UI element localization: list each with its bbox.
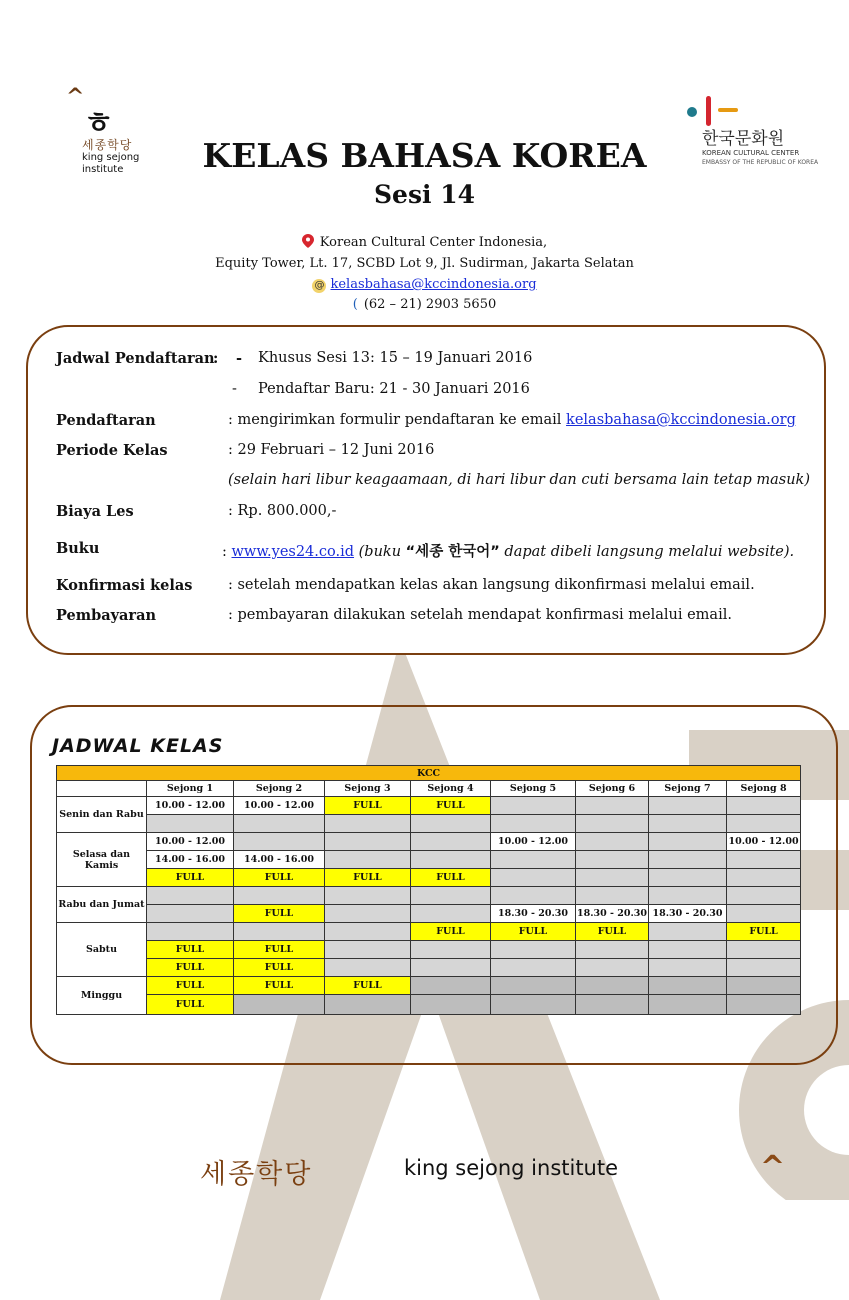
pendaftaran-value — [228, 412, 796, 428]
table-row — [57, 923, 801, 941]
venue-line — [0, 234, 849, 250]
full-cell: FULL — [234, 905, 325, 923]
time-cell: 14.00 - 16.00 — [147, 851, 234, 869]
kcc-logo-name: 한국문화원 — [702, 129, 785, 149]
corner-cell — [57, 781, 147, 797]
registration-info-box — [26, 325, 826, 655]
empty-cell — [727, 851, 801, 869]
table-row — [57, 833, 801, 851]
full-cell: FULL — [234, 977, 325, 995]
buku-value — [222, 540, 794, 561]
pembayaran-label: Pembayaran — [56, 607, 157, 624]
address-line: Equity Tower, Lt. 17, SCBD Lot 9, Jl. Sudirman, Jakarta Selatan — [215, 256, 634, 271]
table-row — [57, 797, 801, 815]
empty-cell — [491, 995, 576, 1015]
jadwal-dash-2: - — [232, 381, 237, 397]
jadwal-colon: : — [213, 350, 219, 367]
empty-cell — [234, 833, 325, 851]
full-cell: FULL — [147, 869, 234, 887]
empty-cell — [576, 815, 649, 833]
empty-cell — [576, 887, 649, 905]
logo-caret-mark: ^ — [66, 84, 85, 110]
time-cell: 18.30 - 20.30 — [491, 905, 576, 923]
empty-cell — [727, 941, 801, 959]
logo-text-line2: institute — [82, 164, 124, 175]
email-line — [0, 277, 849, 293]
schedule-title: JADWAL KELAS — [52, 735, 224, 757]
empty-cell — [649, 887, 727, 905]
full-cell: FULL — [147, 977, 234, 995]
full-cell: FULL — [325, 977, 411, 995]
footer-hangul: 세종학당 — [200, 1159, 313, 1190]
empty-cell — [325, 995, 411, 1015]
empty-cell — [147, 887, 234, 905]
pendaftaran-text: : mengirimkan formulir pendaftaran ke email — [228, 412, 562, 428]
footer-brand — [200, 1152, 660, 1192]
full-cell: FULL — [325, 869, 411, 887]
konfirmasi-label: Konfirmasi kelas — [56, 577, 193, 594]
jadwal-dash-1: - — [236, 350, 243, 367]
empty-cell — [727, 995, 801, 1015]
buku-title: “세종 한국어” — [405, 544, 500, 560]
buku-label: Buku — [56, 540, 100, 557]
empty-cell — [411, 941, 491, 959]
empty-cell — [411, 959, 491, 977]
yes24-link[interactable]: www.yes24.co.id — [231, 544, 355, 560]
table-row — [57, 815, 801, 833]
jadwal-text-1: Khusus Sesi 13: 15 – 19 Januari 2016 — [258, 350, 533, 366]
full-cell: FULL — [727, 923, 801, 941]
full-cell: FULL — [147, 995, 234, 1015]
column-header: Sejong 2 — [234, 781, 325, 797]
location-header: KCC — [57, 766, 801, 781]
column-header: Sejong 1 — [147, 781, 234, 797]
empty-cell — [411, 851, 491, 869]
empty-cell — [234, 995, 325, 1015]
empty-cell — [649, 977, 727, 995]
empty-cell — [649, 815, 727, 833]
full-cell: FULL — [491, 923, 576, 941]
empty-cell — [727, 887, 801, 905]
column-header: Sejong 4 — [411, 781, 491, 797]
empty-cell — [649, 941, 727, 959]
full-cell: FULL — [325, 797, 411, 815]
logo-text-line1: king sejong — [82, 152, 140, 163]
page-title: KELAS BAHASA KOREA — [202, 136, 647, 175]
empty-cell — [411, 995, 491, 1015]
table-row — [57, 995, 801, 1015]
empty-cell — [491, 851, 576, 869]
empty-cell — [491, 941, 576, 959]
empty-cell — [325, 941, 411, 959]
table-row — [57, 959, 801, 977]
day-label: Rabu dan Jumat — [57, 887, 147, 923]
empty-cell — [325, 815, 411, 833]
day-label: Senin dan Rabu — [57, 797, 147, 833]
empty-cell — [411, 887, 491, 905]
empty-cell — [727, 869, 801, 887]
buku-note-c: dapat dibeli langsung melalui website). — [504, 544, 795, 560]
periode-note: (selain hari libur keagaamaan, di hari libur dan cuti bersama lain tetap masuk) — [228, 472, 810, 488]
empty-cell — [325, 905, 411, 923]
empty-cell — [411, 833, 491, 851]
email-icon: @ — [314, 280, 325, 291]
empty-cell — [576, 797, 649, 815]
full-cell: FULL — [411, 797, 491, 815]
empty-cell — [234, 815, 325, 833]
empty-cell — [491, 815, 576, 833]
column-header: Sejong 7 — [649, 781, 727, 797]
table-row — [57, 977, 801, 995]
time-cell: 10.00 - 12.00 — [147, 833, 234, 851]
full-cell: FULL — [147, 959, 234, 977]
empty-cell — [649, 851, 727, 869]
table-row — [57, 941, 801, 959]
empty-cell — [411, 905, 491, 923]
table-row — [57, 869, 801, 887]
table-row — [57, 887, 801, 905]
empty-cell — [649, 923, 727, 941]
footer-english: king sejong institute — [404, 1156, 619, 1180]
empty-cell — [576, 833, 649, 851]
logo-hangul-mark: ㅎ — [84, 106, 113, 141]
table-row — [57, 781, 801, 797]
empty-cell — [727, 977, 801, 995]
phone-text: (62 – 21) 2903 5650 — [363, 297, 497, 312]
full-cell: FULL — [234, 869, 325, 887]
venue-text: Korean Cultural Center Indonesia, — [319, 235, 548, 250]
empty-cell — [325, 833, 411, 851]
empty-cell — [147, 923, 234, 941]
time-cell: 10.00 - 12.00 — [727, 833, 801, 851]
empty-cell — [649, 869, 727, 887]
time-cell: 10.00 - 12.00 — [491, 833, 576, 851]
buku-note-a: (buku — [358, 544, 402, 560]
jadwal-text-2: Pendaftar Baru: 21 - 30 Januari 2016 — [258, 381, 530, 397]
empty-cell — [649, 995, 727, 1015]
phone-line — [0, 297, 849, 312]
full-cell: FULL — [411, 923, 491, 941]
empty-cell — [649, 797, 727, 815]
empty-cell — [576, 851, 649, 869]
empty-cell — [491, 959, 576, 977]
time-cell: 18.30 - 20.30 — [649, 905, 727, 923]
empty-cell — [576, 959, 649, 977]
column-header: Sejong 6 — [576, 781, 649, 797]
time-cell: 14.00 - 16.00 — [234, 851, 325, 869]
empty-cell — [649, 833, 727, 851]
empty-cell — [325, 887, 411, 905]
column-header: Sejong 5 — [491, 781, 576, 797]
empty-cell — [576, 977, 649, 995]
full-cell: FULL — [147, 941, 234, 959]
konfirmasi-text: : setelah mendapatkan kelas akan langsung dikonfirmasi melalui email. — [228, 577, 755, 593]
table-row — [57, 851, 801, 869]
time-cell: 18.30 - 20.30 — [576, 905, 649, 923]
day-label: Selasa dan Kamis — [57, 833, 147, 887]
empty-cell — [576, 869, 649, 887]
empty-cell — [234, 923, 325, 941]
empty-cell — [727, 815, 801, 833]
full-cell: FULL — [234, 959, 325, 977]
kcc-logo-embassy: EMBASSY OF THE REPUBLIC OF KOREA — [702, 159, 819, 166]
phone-icon: ( — [352, 297, 358, 312]
empty-cell — [411, 977, 491, 995]
biaya-text: : Rp. 800.000,- — [228, 503, 337, 519]
empty-cell — [234, 887, 325, 905]
time-cell: 10.00 - 12.00 — [147, 797, 234, 815]
jadwal-label: Jadwal Pendaftaran — [56, 350, 215, 367]
time-cell: 10.00 - 12.00 — [234, 797, 325, 815]
empty-cell — [491, 977, 576, 995]
empty-cell — [727, 959, 801, 977]
kcc-logo-subtitle: KOREAN CULTURAL CENTER — [702, 149, 800, 157]
empty-cell — [491, 869, 576, 887]
page-subtitle: Sesi 14 — [373, 180, 476, 209]
periode-label: Periode Kelas — [56, 442, 168, 459]
pembayaran-text: : pembayaran dilakukan setelah mendapat konfirmasi melalui email. — [228, 607, 732, 623]
day-label: Sabtu — [57, 923, 147, 977]
full-cell: FULL — [234, 941, 325, 959]
empty-cell — [491, 887, 576, 905]
column-header: Sejong 8 — [727, 781, 801, 797]
footer-caret-mark: ^ — [760, 1150, 786, 1185]
logo-hangul-text: 세종학당 — [82, 138, 133, 152]
table-row — [57, 766, 801, 781]
empty-cell — [325, 923, 411, 941]
buku-colon: : — [222, 544, 227, 560]
empty-cell — [325, 851, 411, 869]
empty-cell — [576, 995, 649, 1015]
pendaftaran-label: Pendaftaran — [56, 412, 156, 429]
registration-email-link[interactable]: kelasbahasa@kccindonesia.org — [566, 412, 796, 428]
empty-cell — [325, 959, 411, 977]
empty-cell — [727, 905, 801, 923]
empty-cell — [147, 815, 234, 833]
empty-cell — [576, 941, 649, 959]
full-cell: FULL — [411, 869, 491, 887]
contact-email-link[interactable]: kelasbahasa@kccindonesia.org — [330, 277, 537, 292]
empty-cell — [649, 959, 727, 977]
full-cell: FULL — [576, 923, 649, 941]
biaya-label: Biaya Les — [56, 503, 134, 520]
day-label: Minggu — [57, 977, 147, 1015]
periode-text: : 29 Februari – 12 Juni 2016 — [228, 442, 435, 458]
empty-cell — [727, 797, 801, 815]
empty-cell — [411, 815, 491, 833]
schedule-table — [56, 765, 801, 1015]
empty-cell — [491, 797, 576, 815]
empty-cell — [147, 905, 234, 923]
column-header: Sejong 3 — [325, 781, 411, 797]
location-pin-icon — [302, 234, 314, 248]
table-row — [57, 905, 801, 923]
